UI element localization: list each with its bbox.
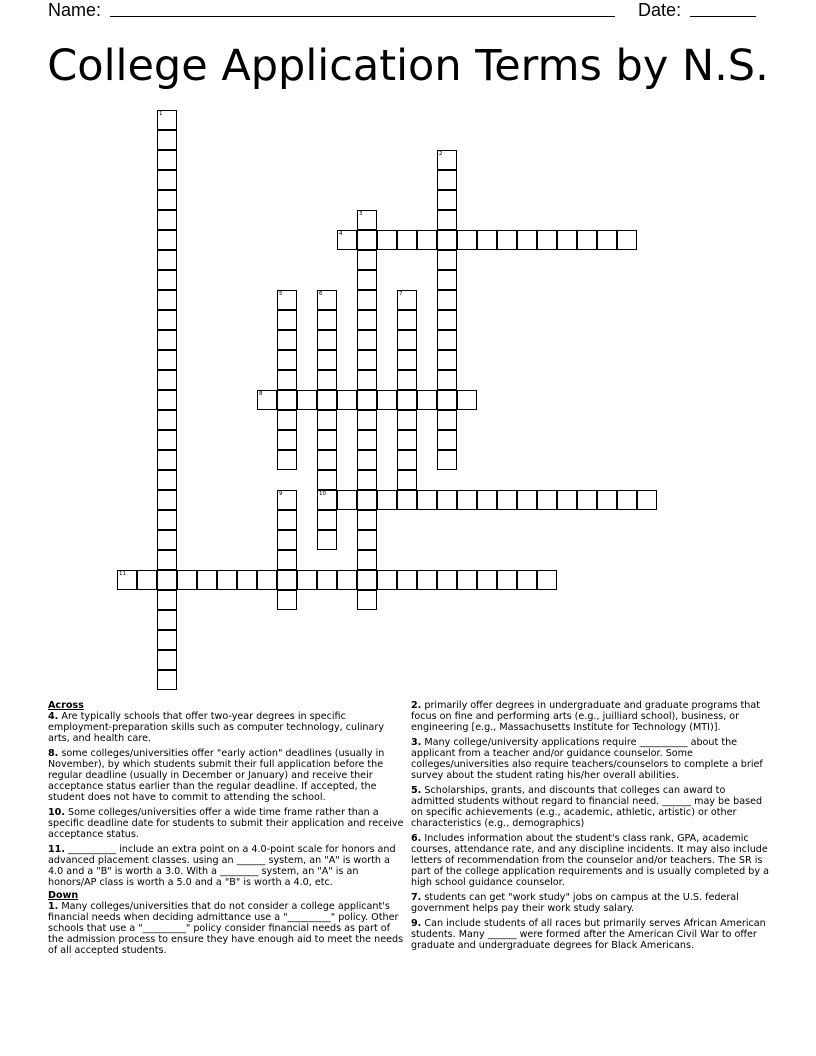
clue-number: 9. [411, 918, 422, 929]
clue-number: 8. [48, 748, 59, 759]
grid-cell[interactable] [357, 470, 377, 490]
grid-cell[interactable] [497, 490, 517, 510]
grid-cell[interactable] [317, 290, 337, 310]
grid-cell[interactable] [357, 370, 377, 390]
grid-cell[interactable] [317, 490, 337, 510]
grid-cell[interactable] [497, 230, 517, 250]
clue-number-label: 5 [279, 291, 283, 297]
grid-cell[interactable] [277, 590, 297, 610]
grid-cell[interactable] [157, 130, 177, 150]
clue-item [48, 807, 408, 840]
grid-cell[interactable] [317, 430, 337, 450]
grid-cell[interactable] [357, 570, 377, 590]
grid-cell[interactable] [437, 290, 457, 310]
clue-item [48, 711, 408, 744]
grid-cell[interactable] [357, 450, 377, 470]
down-clue-list [48, 901, 408, 956]
grid-cell[interactable] [357, 350, 377, 370]
grid-cell[interactable] [457, 490, 477, 510]
grid-cell[interactable] [377, 570, 397, 590]
grid-cell[interactable] [397, 570, 417, 590]
grid-cell[interactable] [337, 390, 357, 410]
grid-cell[interactable] [437, 210, 457, 230]
grid-cell[interactable] [317, 510, 337, 530]
clue-number-label: 10 [319, 491, 326, 497]
grid-cell[interactable] [157, 590, 177, 610]
grid-cell[interactable] [397, 290, 417, 310]
grid-cell[interactable] [377, 390, 397, 410]
grid-cell[interactable] [297, 570, 317, 590]
name-label: Name: [48, 0, 102, 20]
grid-cell[interactable] [357, 310, 377, 330]
grid-cell[interactable] [357, 590, 377, 610]
grid-cell[interactable] [157, 450, 177, 470]
clue-item [411, 918, 771, 951]
grid-cell[interactable] [357, 550, 377, 570]
grid-cell[interactable] [357, 210, 377, 230]
clue-item [411, 892, 771, 914]
clue-text: primarily offer degrees in undergraduate and graduate programs that focus on fine and performing arts (e.g., juilliard school), business, or engineering [e.g., Massachusetts Institute for Technology (MTI)]. [411, 700, 761, 733]
grid-cell[interactable] [337, 570, 357, 590]
grid-cell[interactable] [277, 350, 297, 370]
grid-cell[interactable] [437, 430, 457, 450]
grid-cell[interactable] [277, 550, 297, 570]
clue-number: 3. [411, 737, 422, 748]
grid-cell[interactable] [437, 270, 457, 290]
grid-cell[interactable] [277, 570, 297, 590]
grid-cell[interactable] [157, 490, 177, 510]
grid-cell[interactable] [157, 470, 177, 490]
grid-cell[interactable] [517, 230, 537, 250]
grid-cell[interactable] [357, 230, 377, 250]
grid-cell[interactable] [317, 390, 337, 410]
grid-cell[interactable] [197, 570, 217, 590]
grid-cell[interactable] [157, 370, 177, 390]
clue-text: Many colleges/universities that do not consider a college applicant's financial needs when deciding admittance use a "_________" policy. Other schools that use a "_________" policy consider financial needs as part of the admission process to ensure they have enough aid to meet the needs of all accepted students. [48, 901, 404, 956]
grid-cell[interactable] [157, 310, 177, 330]
grid-cell[interactable] [157, 230, 177, 250]
grid-cell[interactable] [457, 230, 477, 250]
clue-number-label: 4 [339, 231, 343, 237]
down-heading: Down [48, 890, 79, 901]
grid-cell[interactable] [177, 570, 197, 590]
grid-cell[interactable] [157, 150, 177, 170]
grid-cell[interactable] [457, 390, 477, 410]
clue-item [48, 844, 408, 888]
across-heading: Across [48, 700, 84, 711]
grid-cell[interactable] [157, 250, 177, 270]
grid-cell[interactable] [317, 470, 337, 490]
grid-cell[interactable] [617, 490, 637, 510]
grid-cell[interactable] [277, 530, 297, 550]
grid-cell[interactable] [437, 310, 457, 330]
grid-cell[interactable] [357, 330, 377, 350]
grid-cell[interactable] [457, 570, 477, 590]
grid-cell[interactable] [277, 330, 297, 350]
grid-cell[interactable] [417, 490, 437, 510]
grid-cell[interactable] [357, 490, 377, 510]
grid-cell[interactable] [297, 390, 317, 410]
grid-cell[interactable] [437, 250, 457, 270]
grid-cell[interactable] [397, 310, 417, 330]
grid-cell[interactable] [277, 410, 297, 430]
grid-cell[interactable] [437, 410, 457, 430]
clue-number: 7. [411, 892, 422, 903]
grid-cell[interactable] [417, 570, 437, 590]
grid-cell[interactable] [537, 490, 557, 510]
grid-cell[interactable] [557, 490, 577, 510]
grid-cell[interactable] [377, 230, 397, 250]
clue-number-label: 7 [399, 291, 403, 297]
grid-cell[interactable] [217, 570, 237, 590]
header [48, 0, 748, 20]
grid-cell[interactable] [437, 190, 457, 210]
grid-cell[interactable] [317, 530, 337, 550]
grid-cell[interactable] [317, 350, 337, 370]
clue-text: Many college/university applications require __________ about the applicant from a teacher and/or guidance counselor. Some colleges/universities also require teachers/counselors to complete a brief survey about the student rating his/her overall abilities. [411, 737, 763, 781]
clue-number: 11. [48, 844, 65, 855]
clue-number-label: 6 [319, 291, 323, 297]
grid-cell[interactable] [397, 350, 417, 370]
grid-cell[interactable] [157, 350, 177, 370]
clue-text: Can include students of all races but primarily serves African American students. Many ______ were formed after the American Civil War to offer graduate and undergraduate degrees for Black Americans. [411, 918, 766, 951]
grid-cell[interactable] [277, 370, 297, 390]
grid-cell[interactable] [357, 250, 377, 270]
grid-cell[interactable] [357, 410, 377, 430]
clues-right-column [411, 700, 771, 955]
grid-cell[interactable] [497, 570, 517, 590]
grid-cell[interactable] [157, 430, 177, 450]
grid-cell[interactable] [317, 370, 337, 390]
grid-cell[interactable] [437, 570, 457, 590]
grid-cell[interactable] [257, 570, 277, 590]
grid-cell[interactable] [397, 450, 417, 470]
clue-text: Some colleges/universities offer a wide time frame rather than a specific deadline date for students to submit their application and receive acceptance status. [48, 807, 404, 840]
grid-cell[interactable] [477, 570, 497, 590]
clue-text: students can get "work study" jobs on campus at the U.S. federal government helps pay their work study salary. [411, 892, 739, 914]
clue-number-label: 9 [279, 491, 283, 497]
grid-cell[interactable] [157, 390, 177, 410]
grid-cell[interactable] [157, 650, 177, 670]
grid-cell[interactable] [337, 490, 357, 510]
grid-cell[interactable] [357, 270, 377, 290]
grid-cell[interactable] [637, 490, 657, 510]
grid-cell[interactable] [157, 110, 177, 130]
grid-cell[interactable] [437, 450, 457, 470]
name-field[interactable] [110, 2, 615, 17]
grid-cell[interactable] [277, 390, 297, 410]
down-clue-list-continued [411, 700, 771, 951]
grid-cell[interactable] [417, 390, 437, 410]
grid-cell[interactable] [397, 230, 417, 250]
grid-cell[interactable] [157, 410, 177, 430]
grid-cell[interactable] [557, 230, 577, 250]
grid-cell[interactable] [117, 570, 137, 590]
grid-cell[interactable] [137, 570, 157, 590]
grid-cell[interactable] [397, 330, 417, 350]
clue-text: Scholarships, grants, and discounts that colleges can award to admitted students without regard to financial need. ______ may be based on specific achievements (e.g., academic, athletic, artistic) or other characteristics (e.g., demographics) [411, 785, 763, 829]
grid-cell[interactable] [317, 410, 337, 430]
grid-cell[interactable] [157, 270, 177, 290]
clue-number: 2. [411, 700, 422, 711]
clue-number-label: 1 [159, 111, 163, 117]
grid-cell[interactable] [277, 490, 297, 510]
grid-cell[interactable] [157, 570, 177, 590]
grid-cell[interactable] [397, 410, 417, 430]
grid-cell[interactable] [277, 510, 297, 530]
grid-cell[interactable] [397, 430, 417, 450]
clue-item [411, 737, 771, 781]
grid-cell[interactable] [157, 610, 177, 630]
grid-cell[interactable] [437, 230, 457, 250]
grid-cell[interactable] [317, 450, 337, 470]
grid-cell[interactable] [597, 230, 617, 250]
clue-item [411, 785, 771, 829]
grid-cell[interactable] [277, 310, 297, 330]
clue-text: Includes information about the student's class rank, GPA, academic courses, attendance rate, and any discipline incidents. It may also include letters of recommendation from the counselor and/or teachers. The SR is part of the college application requirements and is usually completed by a high school guidance counselor. [411, 833, 770, 888]
across-clue-list [48, 711, 408, 888]
grid-cell[interactable] [397, 370, 417, 390]
clue-item [411, 700, 771, 733]
grid-cell[interactable] [157, 330, 177, 350]
grid-cell[interactable] [237, 570, 257, 590]
grid-cell[interactable] [157, 170, 177, 190]
clue-item [411, 833, 771, 888]
grid-cell[interactable] [437, 170, 457, 190]
clue-number: 6. [411, 833, 422, 844]
grid-cell[interactable] [517, 490, 537, 510]
clue-number: 5. [411, 785, 422, 796]
grid-cell[interactable] [157, 510, 177, 530]
grid-cell[interactable] [577, 230, 597, 250]
grid-cell[interactable] [157, 550, 177, 570]
grid-cell[interactable] [357, 510, 377, 530]
grid-cell[interactable] [397, 470, 417, 490]
date-field[interactable] [690, 2, 756, 17]
grid-cell[interactable] [517, 570, 537, 590]
grid-cell[interactable] [397, 390, 417, 410]
clue-number: 1. [48, 901, 59, 912]
grid-cell[interactable] [317, 310, 337, 330]
grid-cell[interactable] [437, 370, 457, 390]
grid-cell[interactable] [377, 490, 397, 510]
clue-number-label: 11 [119, 571, 126, 577]
grid-cell[interactable] [317, 330, 337, 350]
grid-cell[interactable] [157, 670, 177, 690]
clue-text: some colleges/universities offer "early action" deadlines (usually in November), by which students submit their full application before the regular deadline (usually in December or January) and receive their acceptance status earlier than the regular deadline. If accepted, the student does not have to commit to attending the school. [48, 748, 385, 803]
grid-cell[interactable] [437, 490, 457, 510]
grid-cell[interactable] [477, 490, 497, 510]
grid-cell[interactable] [397, 490, 417, 510]
page-title: College Application Terms by N.S. [47, 41, 769, 91]
grid-cell[interactable] [157, 210, 177, 230]
grid-cell[interactable] [437, 390, 457, 410]
grid-cell[interactable] [277, 290, 297, 310]
clue-text: Are typically schools that offer two-year degrees in specific employment-preparation skills such as computer technology, culinary arts, and health care. [48, 711, 385, 744]
grid-cell[interactable] [357, 290, 377, 310]
grid-cell[interactable] [317, 570, 337, 590]
clue-text: __________ include an extra point on a 4.0-point scale for honors and advanced placement classes. using an ______ system, an "A" is worth a 4.0 and a "B" is worth a 3.0. With a ________ system, an "A" is an honors/AP class is worth a 5.0 and a "B" is worth a 4.0, etc. [48, 844, 396, 888]
grid-cell[interactable] [597, 490, 617, 510]
clue-item [48, 748, 408, 803]
clue-number-label: 2 [439, 151, 443, 157]
grid-cell[interactable] [417, 230, 437, 250]
grid-cell[interactable] [277, 450, 297, 470]
grid-cell[interactable] [277, 430, 297, 450]
grid-cell[interactable] [157, 530, 177, 550]
date-label: Date: [638, 0, 682, 20]
grid-cell[interactable] [157, 290, 177, 310]
grid-cell[interactable] [437, 330, 457, 350]
grid-cell[interactable] [357, 390, 377, 410]
grid-cell[interactable] [537, 570, 557, 590]
grid-cell[interactable] [437, 150, 457, 170]
clue-number: 4. [48, 711, 59, 722]
grid-cell[interactable] [437, 350, 457, 370]
grid-cell[interactable] [357, 530, 377, 550]
grid-cell[interactable] [337, 230, 357, 250]
clue-number: 10. [48, 807, 65, 818]
clue-number-label: 8 [259, 391, 263, 397]
grid-cell[interactable] [477, 230, 497, 250]
clues-left-column [48, 700, 408, 960]
clue-number-label: 3 [359, 211, 363, 217]
grid-cell[interactable] [357, 430, 377, 450]
grid-cell[interactable] [577, 490, 597, 510]
grid-cell[interactable] [537, 230, 557, 250]
grid-cell[interactable] [257, 390, 277, 410]
clue-item [48, 901, 408, 956]
grid-cell[interactable] [157, 190, 177, 210]
grid-cell[interactable] [157, 630, 177, 650]
grid-cell[interactable] [617, 230, 637, 250]
